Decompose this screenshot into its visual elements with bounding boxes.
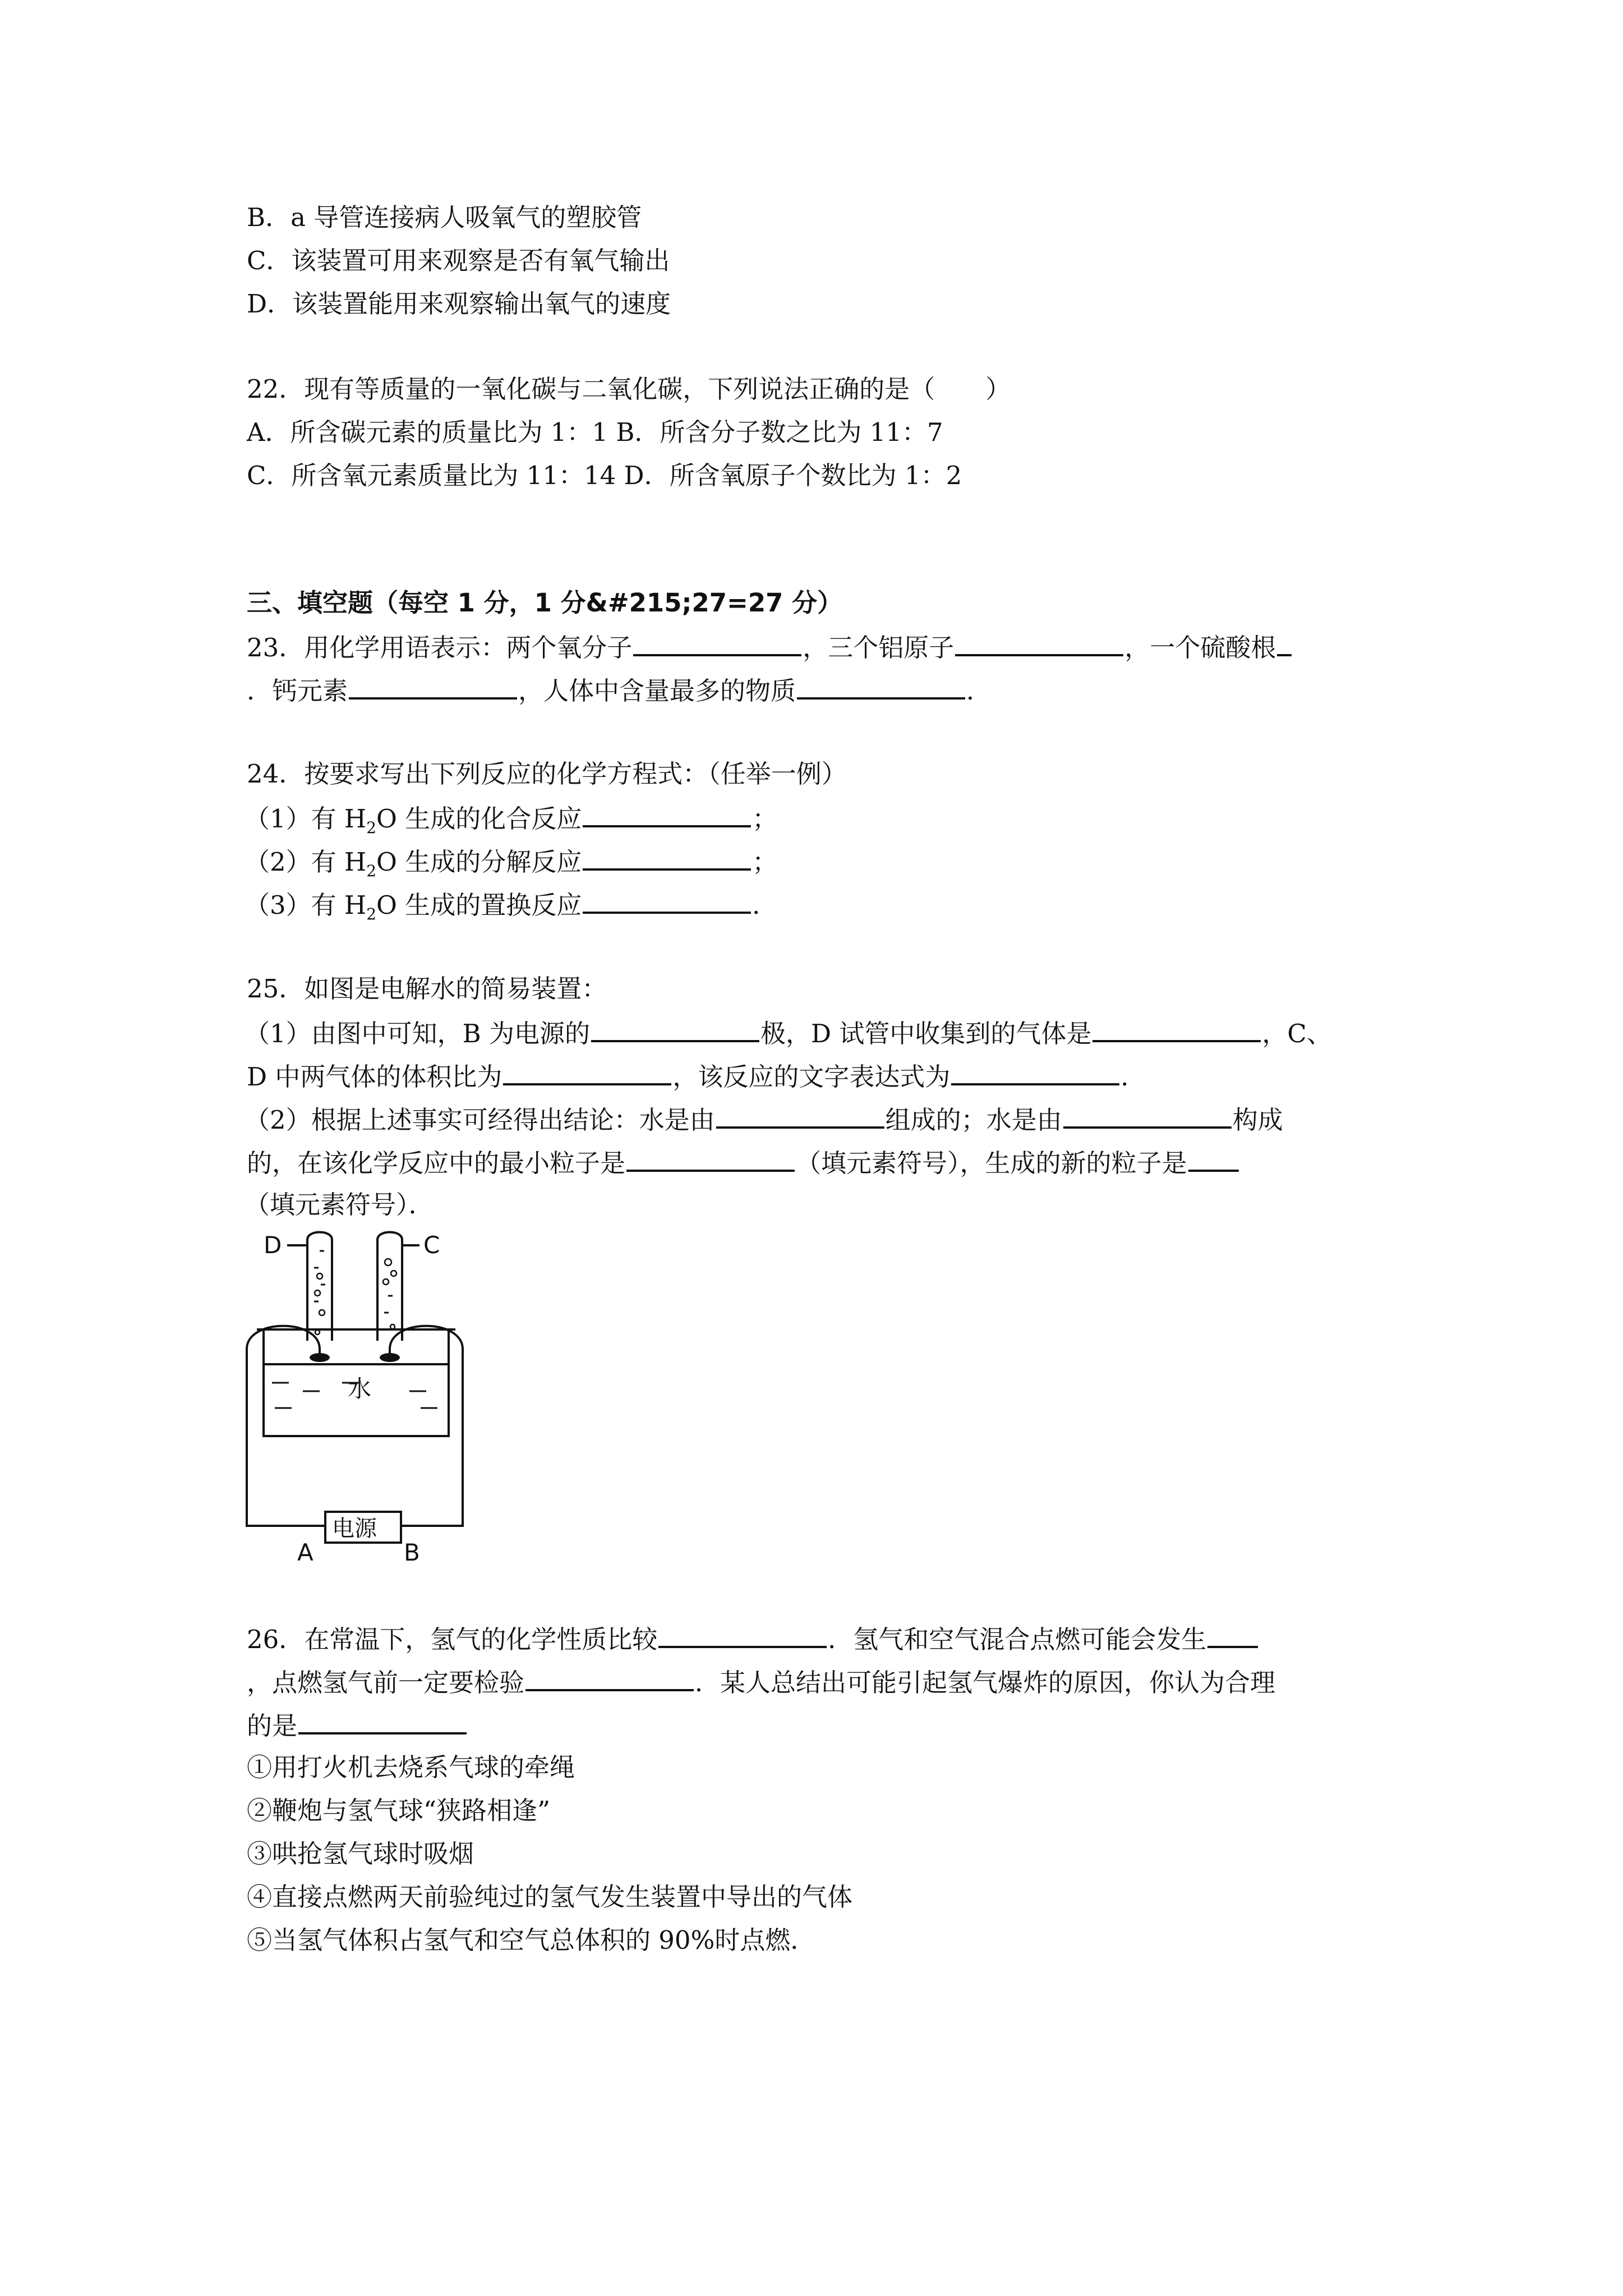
q22-stem: 22．现有等质量的一氧化碳与二氧化碳，下列说法正确的是（ ） xyxy=(247,374,1011,404)
test-tube-c xyxy=(377,1232,402,1341)
q24-item-2-end: ； xyxy=(752,847,778,877)
q23-line1 xyxy=(247,629,1293,665)
answer-blank[interactable] xyxy=(1092,1015,1261,1042)
q26-line3 xyxy=(247,1708,468,1743)
q25-text: （填元素符号），生成的新的粒子是 xyxy=(796,1148,1187,1178)
answer-blank[interactable] xyxy=(633,629,801,656)
answer-blank[interactable] xyxy=(797,673,965,700)
q21-option-c: C．该装置可用来观察是否有氧气输出 xyxy=(247,246,670,275)
q24-item-1-end: ； xyxy=(752,804,778,834)
answer-blank[interactable] xyxy=(1277,629,1292,656)
answer-blank[interactable] xyxy=(503,1059,671,1085)
answer-blank[interactable] xyxy=(583,844,751,871)
q23-text-1: 23．用化学用语表示：两个氧分子 xyxy=(247,633,633,662)
q25-text: D 中两气体的体积比为 xyxy=(247,1062,502,1092)
q21-option-d: D．该装置能用来观察输出氧气的速度 xyxy=(247,289,671,319)
q24-item-2-text: O 生成的分解反应 xyxy=(376,847,582,877)
label-d: D xyxy=(264,1231,282,1259)
answer-blank[interactable] xyxy=(1063,1102,1232,1129)
q26-text: 26．在常温下，氢气的化学性质比较 xyxy=(247,1625,658,1654)
q26-item: ⑤当氢气体积占氢气和空气总体积的 90%时点燃． xyxy=(247,1925,816,1955)
q25-text: 的，在该化学反应中的最小粒子是 xyxy=(247,1148,626,1178)
label-c: C xyxy=(423,1231,440,1259)
q25-text: 组成的；水是由 xyxy=(885,1105,1062,1135)
q25-part1-line1 xyxy=(245,1015,1332,1051)
q24-item-1 xyxy=(245,800,777,836)
label-b: B xyxy=(404,1539,420,1565)
answer-blank[interactable] xyxy=(658,1621,827,1648)
answer-blank[interactable] xyxy=(955,629,1123,656)
q25-text: 构成 xyxy=(1232,1105,1283,1135)
q25-text: ． xyxy=(1121,1062,1146,1092)
answer-blank[interactable] xyxy=(525,1664,694,1691)
q23-text-2: ，三个铝原子 xyxy=(803,633,955,662)
q24-item-2 xyxy=(245,844,777,879)
q26-text: ，点燃氢气前一定要检验 xyxy=(247,1668,525,1697)
q26-item: ①用打火机去烧系气球的牵绳 xyxy=(247,1752,575,1782)
q25-part2-line2 xyxy=(247,1145,1240,1180)
q21-option-b: B．a 导管连接病人吸氧气的塑胶管 xyxy=(247,203,642,232)
q24-item-3-end: ． xyxy=(752,890,778,920)
q23-text-5: ，人体中含量最多的物质 xyxy=(518,676,796,706)
label-a: A xyxy=(297,1539,313,1565)
answer-blank[interactable] xyxy=(1207,1621,1258,1648)
q25-text: （2）根据上述事实可经得出结论：水是由 xyxy=(245,1105,715,1135)
q26-line2 xyxy=(247,1664,1275,1700)
q24-item-2-text: （2）有 H xyxy=(245,847,367,877)
answer-blank[interactable] xyxy=(1188,1145,1239,1172)
answer-blank[interactable] xyxy=(626,1145,795,1172)
q25-part1-line2 xyxy=(247,1059,1146,1094)
q22-options-ab: A．所含碳元素的质量比为 1：1 B．所含分子数之比为 11：7 xyxy=(247,417,943,447)
test-tube-d xyxy=(307,1232,332,1341)
q25-part2-line3: （填元素符号）． xyxy=(245,1190,434,1220)
q26-text: ．某人总结出可能引起氢气爆炸的原因，你认为合理 xyxy=(695,1668,1276,1697)
q25-part2-line1 xyxy=(245,1102,1283,1137)
q23-text-4: ．钙元素 xyxy=(247,676,348,706)
answer-blank[interactable] xyxy=(583,800,751,827)
wire-right xyxy=(390,1326,463,1526)
q25-text: （1）由图中可知，B 为电源的 xyxy=(245,1019,591,1048)
q25-text: 极，D 试管中收集到的气体是 xyxy=(760,1019,1092,1048)
gas-bubbles xyxy=(315,1259,396,1335)
q22-options-cd: C．所含氧元素质量比为 11：14 D．所含氧原子个数比为 1：2 xyxy=(247,461,962,490)
subscript: 2 xyxy=(366,905,377,923)
q26-item: ④直接点燃两天前验纯过的氢气发生装置中导出的气体 xyxy=(247,1882,853,1912)
answer-blank[interactable] xyxy=(951,1059,1119,1085)
q26-item: ③哄抢氢气球时吸烟 xyxy=(247,1839,474,1869)
answer-blank[interactable] xyxy=(591,1015,759,1042)
q24-item-3-text: （3）有 H xyxy=(245,890,367,920)
q24-item-3-text: O 生成的置换反应 xyxy=(376,890,582,920)
section-heading: 三、填空题（每空 1 分，1 分&#215;27=27 分） xyxy=(247,588,843,618)
q26-item: ②鞭炮与氢气球“狭路相逢” xyxy=(247,1796,551,1825)
electrode-left xyxy=(310,1353,330,1362)
q26-text: 的是 xyxy=(247,1711,298,1741)
q24-item-3 xyxy=(245,887,777,922)
q25-text: ，C、 xyxy=(1262,1019,1332,1048)
answer-blank[interactable] xyxy=(716,1102,884,1129)
answer-blank[interactable] xyxy=(349,673,517,700)
label-power: 电源 xyxy=(332,1516,377,1542)
q23-text-6: ． xyxy=(966,676,992,706)
q26-text: ．氢气和空气混合点燃可能会发生 xyxy=(828,1625,1207,1654)
q25-text: ，该反应的文字表达式为 xyxy=(672,1062,951,1092)
subscript: 2 xyxy=(366,862,377,880)
q24-item-1-text: O 生成的化合反应 xyxy=(376,804,582,834)
electrode-right xyxy=(380,1353,400,1362)
q24-stem: 24．按要求写出下列反应的化学方程式：（任举一例） xyxy=(247,759,847,789)
q23-line2 xyxy=(247,673,992,708)
electrolysis-diagram xyxy=(241,1228,533,1565)
q26-line1 xyxy=(247,1621,1259,1657)
answer-blank[interactable] xyxy=(298,1708,467,1734)
q23-text-3: ，一个硫酸根 xyxy=(1124,633,1276,662)
subscript: 2 xyxy=(366,818,377,837)
q25-stem: 25．如图是电解水的简易装置： xyxy=(247,974,607,1004)
answer-blank[interactable] xyxy=(583,887,751,914)
label-water: 水 xyxy=(348,1375,372,1402)
q24-item-1-text: （1）有 H xyxy=(245,804,367,834)
